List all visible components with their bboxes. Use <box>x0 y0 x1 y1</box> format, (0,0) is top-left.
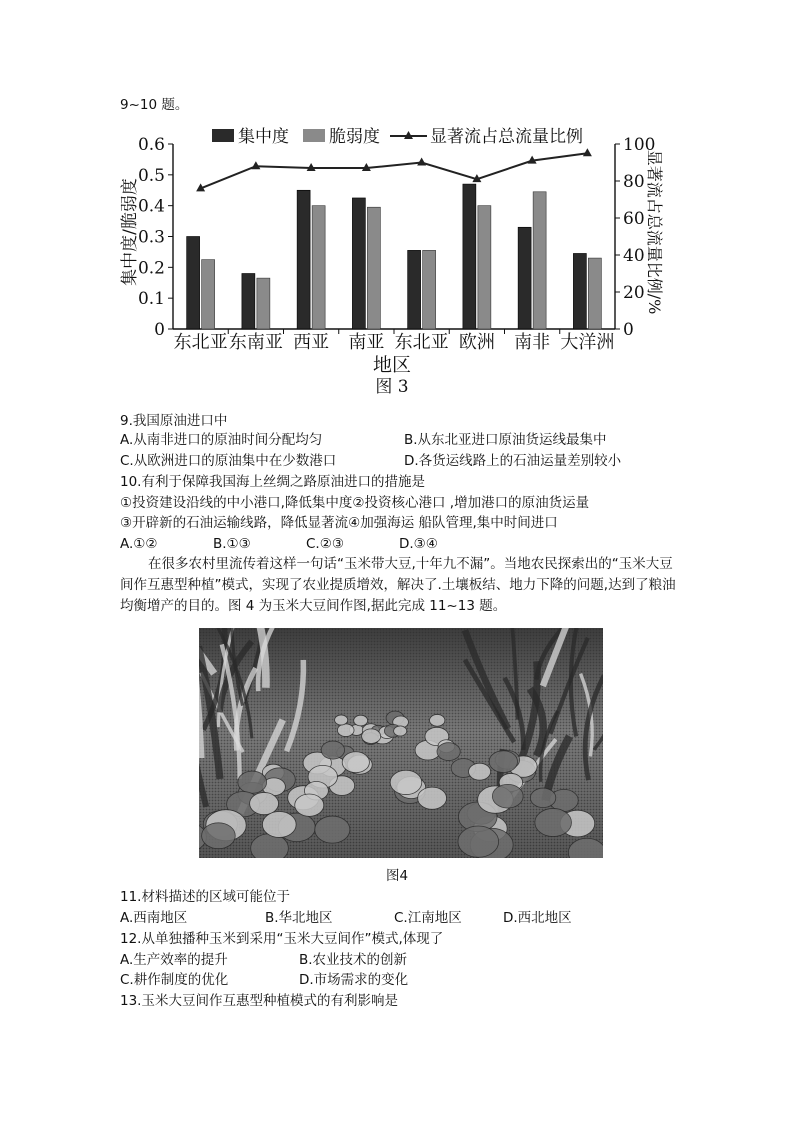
q10-option-d: D.③④ <box>399 536 438 552</box>
q9-option-a: A.从南非进口的原油时间分配均匀 <box>120 432 323 448</box>
q10-stem: 10.有利于保障我国海上丝绸之路原油进口的措施是 <box>120 474 425 490</box>
q10-line-2: ③开辟新的石油运输线路，降低显著流④加强海运 船队管理,集中时间进口 <box>120 515 558 531</box>
bar-concentration <box>408 250 421 329</box>
bar-vulnerability <box>257 278 270 329</box>
bar-vulnerability <box>367 207 380 329</box>
figure-3-caption: 图 3 <box>375 377 409 397</box>
soybean-leaf <box>469 763 491 780</box>
chart-legend <box>212 127 583 147</box>
soybean-leaf <box>202 823 236 849</box>
x-tick-label: 东北亚 <box>173 332 228 353</box>
bar-vulnerability <box>478 206 491 329</box>
bar-concentration <box>297 190 310 329</box>
bar-concentration <box>573 253 586 329</box>
soybean-leaf <box>250 792 279 814</box>
left-tick-label: 0.6 <box>137 135 165 155</box>
bar-vulnerability <box>533 192 546 329</box>
x-tick-label: 南非 <box>514 332 551 353</box>
x-tick-label: 东北亚 <box>394 332 449 353</box>
soybean-leaf <box>489 751 517 773</box>
right-axis-title: 显著流占总流量比例/% <box>645 149 664 315</box>
soybean-leaf <box>530 788 555 808</box>
q11-option-c: C.江南地区 <box>394 910 462 926</box>
legend-label-concentration: 集中度 <box>238 127 289 147</box>
soybean-leaf <box>437 743 460 761</box>
soybean-leaf <box>238 771 267 793</box>
right-tick-label: 60 <box>623 209 645 229</box>
soybean-leaf <box>492 784 523 808</box>
soybean-leaf <box>535 808 572 836</box>
q9-option-c: C.从欧洲进口的原油集中在少数港口 <box>120 453 337 469</box>
bar-concentration <box>242 274 255 330</box>
left-tick-label: 0 <box>154 320 165 340</box>
q13-stem: 13.玉米大豆间作互惠型种植模式的有利影响是 <box>120 993 398 1009</box>
soybean-leaf <box>321 741 344 759</box>
x-axis-title: 地区 <box>372 354 412 376</box>
q12-stem: 12.从单独播种玉米到采用“玉米大豆间作”模式,体现了 <box>120 931 444 947</box>
left-tick-label: 0.2 <box>137 258 165 279</box>
right-tick-label: 20 <box>623 283 645 303</box>
left-tick-label: 0.1 <box>137 289 165 310</box>
left-tick-label: 0.5 <box>137 165 165 186</box>
bar-concentration <box>518 227 531 329</box>
q11-option-d: D.西北地区 <box>503 910 572 926</box>
ratio-point <box>417 158 426 166</box>
x-tick-label: 大洋洲 <box>560 332 615 353</box>
soybean-leaf <box>394 726 407 736</box>
figure-4-caption: 图4 <box>386 868 409 884</box>
q12-option-c: C.耕作制度的优化 <box>120 972 229 988</box>
legend-label-vulnerability: 脆弱度 <box>329 127 380 147</box>
q12-option-a: A.生产效率的提升 <box>120 952 228 968</box>
left-tick-label: 0.4 <box>137 196 165 217</box>
soybean-leaf <box>295 794 324 816</box>
bar-concentration <box>463 184 476 329</box>
soybean-leaf <box>418 787 447 809</box>
right-tick-label: 0 <box>623 320 634 340</box>
figure-4-intercropping-photo <box>199 628 603 858</box>
q10-option-c: C.②③ <box>306 536 344 552</box>
bar-concentration <box>187 237 200 330</box>
soybean-leaf <box>390 770 422 794</box>
legend-swatch-vulnerability <box>303 129 325 142</box>
bar-vulnerability <box>202 260 215 329</box>
x-tick-label: 欧洲 <box>458 332 495 353</box>
q10-line-1: ①投资建设沿线的中小港口,降低集中度②投资核心港口 ,增加港口的原油货运量 <box>120 495 590 511</box>
bar-vulnerability <box>312 206 325 329</box>
soybean-leaf <box>458 826 499 857</box>
q9-option-b: B.从东北亚进口原油货运线最集中 <box>404 432 607 448</box>
left-axis-title: 集中度/脆弱度 <box>120 178 140 286</box>
x-tick-label: 南亚 <box>348 332 385 353</box>
q10-option-b: B.①③ <box>213 536 251 552</box>
ratio-point <box>251 161 260 169</box>
soybean-leaf <box>262 811 296 837</box>
right-tick-label: 100 <box>623 135 656 155</box>
ratio-point <box>583 148 592 156</box>
legend-swatch-concentration <box>212 129 234 142</box>
figure-3-chart <box>115 122 685 397</box>
reading-passage: 在很多农村里流传着这样一句话“玉米带大豆,十年九不漏”。当地农民探索出的“玉米大豆间作互惠型种植”模式，实现了农业提质增效，解决了.土壤板结、地力下降的问题,达到了粮油均衡增产的目的。图 4 为玉米大豆间作图,据此完成 11~13 题。 <box>120 556 676 614</box>
soybean-leaf <box>315 816 350 843</box>
bar-vulnerability <box>588 258 601 329</box>
left-tick-label: 0.3 <box>137 227 165 248</box>
bar-vulnerability <box>423 250 436 329</box>
soybean-leaf <box>430 714 445 726</box>
q11-option-a: A.西南地区 <box>120 910 188 926</box>
soybean-leaf <box>342 752 369 773</box>
legend-label-ratio: 显著流占总流量比例 <box>430 127 583 147</box>
x-tick-label: 西亚 <box>293 332 330 353</box>
q9-option-d: D.各货运线路上的石油运量差别较小 <box>404 453 622 469</box>
soybean-leaf <box>337 724 354 737</box>
bar-concentration <box>352 198 365 329</box>
q12-option-b: B.农业技术的创新 <box>299 952 408 968</box>
right-tick-label: 40 <box>623 246 645 266</box>
soybean-leaf <box>335 715 348 725</box>
q10-option-a: A.①② <box>120 536 158 552</box>
q11-stem: 11.材料描述的区域可能位于 <box>120 889 290 905</box>
ratio-line <box>201 153 588 188</box>
right-tick-label: 80 <box>623 172 645 192</box>
q9-stem: 9.我国原油进口中 <box>120 413 228 429</box>
x-tick-label: 东南亚 <box>228 332 283 353</box>
q11-option-b: B.华北地区 <box>265 910 333 926</box>
soybean-leaf <box>362 729 381 744</box>
soybean-leaf <box>354 715 368 726</box>
intro-line: 9~10 题。 <box>120 97 189 113</box>
q12-option-d: D.市场需求的变化 <box>299 972 409 988</box>
